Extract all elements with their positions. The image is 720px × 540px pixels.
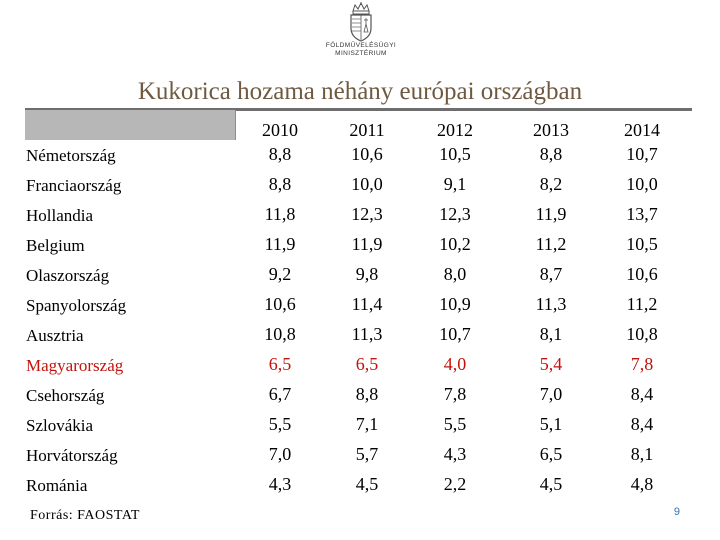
yield-value: 9,8: [355, 264, 379, 284]
table-row: [25, 232, 692, 262]
year-header-2010: 2010: [262, 120, 298, 140]
yield-value: 8,0: [443, 264, 467, 284]
year-header-2012: 2012: [437, 120, 473, 140]
yield-value: 11,2: [626, 294, 658, 314]
yield-value: 6,5: [539, 444, 563, 464]
yield-value: 12,3: [439, 204, 471, 224]
country-label: Csehország: [26, 386, 105, 405]
country-label: Belgium: [26, 236, 85, 255]
yield-value: 10,7: [439, 324, 471, 344]
yield-value: 10,5: [626, 234, 658, 254]
yield-value: 8,8: [355, 384, 379, 404]
coat-of-arms-icon: [347, 2, 375, 42]
yield-value: 10,6: [626, 264, 658, 284]
yield-value: 4,3: [443, 444, 467, 464]
yield-value: 5,7: [355, 444, 379, 464]
table-row: [25, 172, 692, 202]
yield-value: 10,6: [264, 294, 296, 314]
table-row: [25, 262, 692, 292]
country-label: Szlovákia: [26, 416, 94, 435]
yield-value: 10,5: [439, 144, 471, 164]
yield-value: 2,2: [443, 474, 467, 494]
yield-value: 10,0: [351, 174, 383, 194]
yield-value: 7,0: [268, 444, 292, 464]
yield-value: 10,2: [439, 234, 471, 254]
yield-value: 11,4: [351, 294, 383, 314]
yield-value: 11,9: [535, 204, 567, 224]
yield-value: 8,8: [539, 144, 563, 164]
year-header-2013: 2013: [533, 120, 569, 140]
yield-value: 12,3: [351, 204, 383, 224]
yield-value: 10,8: [626, 324, 658, 344]
yield-value: 8,4: [630, 414, 654, 434]
yield-value: 6,7: [268, 384, 292, 404]
table-row: [25, 382, 692, 412]
country-label: Spanyolország: [26, 296, 127, 315]
table-row: [25, 412, 692, 442]
yield-value: 4,5: [539, 474, 563, 494]
yield-value: 11,2: [535, 234, 567, 254]
yield-value: 5,1: [539, 414, 563, 434]
source-note: Forrás: FAOSTAT: [30, 508, 140, 523]
yield-value: 7,0: [539, 384, 563, 404]
table-row: [25, 322, 692, 352]
country-label: Románia: [26, 476, 88, 495]
yield-value: 13,7: [626, 204, 658, 224]
yield-value: 8,1: [630, 444, 654, 464]
yield-value: 4,8: [630, 474, 654, 494]
yield-value: 9,1: [443, 174, 467, 194]
yield-value: 4,5: [355, 474, 379, 494]
table-row: [25, 292, 692, 322]
yield-value: 10,7: [626, 144, 658, 164]
yield-value: 11,8: [264, 204, 296, 224]
yield-value: 8,2: [539, 174, 563, 194]
yield-value: 7,8: [630, 354, 654, 374]
page-number: 9: [673, 506, 680, 518]
yield-value: 9,2: [268, 264, 292, 284]
yield-value: 8,1: [539, 324, 563, 344]
yield-value: 10,0: [626, 174, 658, 194]
country-label: Hollandia: [26, 206, 94, 225]
yield-value: 10,9: [439, 294, 471, 314]
yield-value: 8,4: [630, 384, 654, 404]
table-row: [25, 142, 692, 172]
country-label: Németország: [26, 146, 116, 165]
yield-value: 11,3: [535, 294, 567, 314]
year-header-2011: 2011: [349, 120, 385, 140]
table-row-highlighted: [25, 352, 692, 382]
table-row: [25, 442, 692, 472]
yield-value: 11,9: [264, 234, 296, 254]
country-label: Franciaország: [26, 176, 122, 195]
yield-value: 8,8: [268, 144, 292, 164]
yield-value: 8,8: [268, 174, 292, 194]
yield-value: 7,8: [443, 384, 467, 404]
ministry-name-line1: FÖLDMŰVELÉSÜGYI: [325, 42, 397, 49]
yield-value: 10,6: [351, 144, 383, 164]
yield-value: 11,3: [351, 324, 383, 344]
ministry-logo: [318, 2, 404, 70]
slide-title: Kukorica hozama néhány európai országban: [137, 78, 583, 105]
yield-value: 4,0: [443, 354, 467, 374]
country-label: Horvátország: [26, 446, 118, 465]
table-row: [25, 472, 692, 502]
yield-value: 6,5: [268, 354, 292, 374]
year-header-2014: 2014: [624, 120, 660, 140]
yield-value: 7,1: [355, 414, 379, 434]
country-label: Olaszország: [26, 266, 110, 285]
yield-value: 6,5: [355, 354, 379, 374]
country-label: Ausztria: [26, 326, 84, 345]
table-row: [25, 202, 692, 232]
table-header-band: [25, 110, 236, 140]
country-label: Magyarország: [26, 356, 124, 375]
ministry-name-line2: MINISZTÉRIUM: [335, 50, 387, 57]
yield-value: 11,9: [351, 234, 383, 254]
yield-value: 4,3: [268, 474, 292, 494]
yield-value: 5,5: [268, 414, 292, 434]
yield-value: 5,5: [443, 414, 467, 434]
yield-value: 5,4: [539, 354, 563, 374]
yield-value: 8,7: [539, 264, 563, 284]
yield-value: 10,8: [264, 324, 296, 344]
